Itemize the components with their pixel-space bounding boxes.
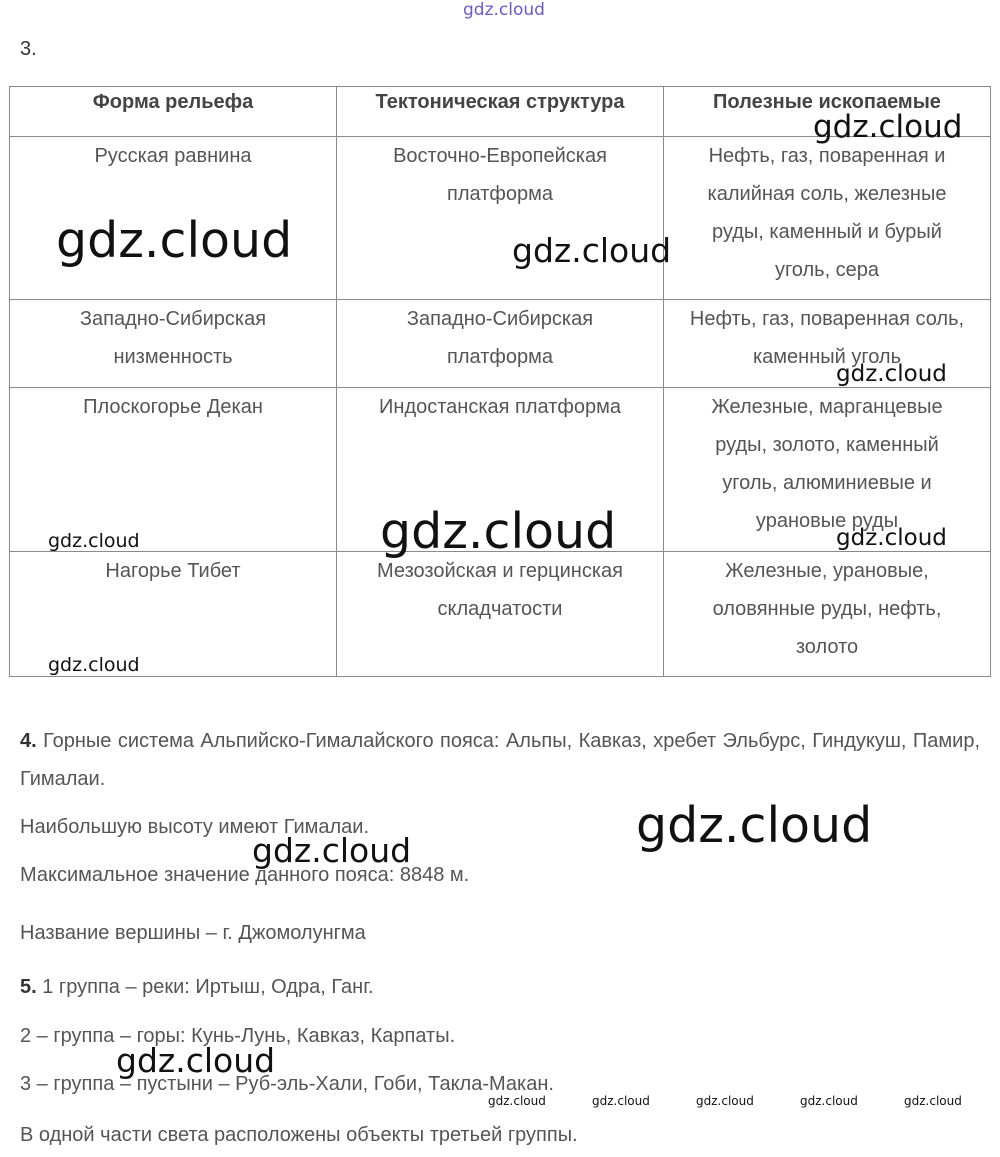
header-relief: Форма рельефа [10, 87, 337, 137]
watermark: gdz.cloud [488, 1094, 546, 1108]
task-4-text-1: Горные система Альпийско-Гималайского пояса: Альпы, Кавказ, хребет Эльбурс, Гиндукуш, Памир, Гималаи. [20, 730, 980, 790]
cell-relief: Плоскогорье Декан [10, 388, 337, 552]
cell-minerals: Нефть, газ, поваренная и калийная соль, железные руды, каменный и бурый уголь, сера [664, 137, 991, 300]
task-4-line-4: Название вершины – г. Джомолунгма [20, 922, 366, 944]
cell-relief: Западно-Сибирская низменность [10, 300, 337, 388]
watermark: gdz.cloud [592, 1094, 650, 1108]
watermark: gdz.cloud [48, 654, 140, 676]
task-3-number: 3. [20, 38, 37, 60]
task-4-line-1 [20, 722, 980, 798]
cell-structure: Индостанская платформа [337, 388, 664, 552]
watermark: gdz.cloud [380, 503, 617, 560]
task-5-line-4: В одной части света расположены объекты третьей группы. [20, 1124, 578, 1146]
cell-structure: Мезозойская и герцинская складчатости [337, 552, 664, 677]
watermark: gdz.cloud [836, 361, 947, 387]
task-4-line-2: Наибольшую высоту имеют Гималаи. [20, 816, 370, 838]
watermark-top: gdz.cloud [463, 0, 545, 20]
task-5-line-2: 2 – группа – горы: Кунь-Лунь, Кавказ, Карпаты. [20, 1025, 456, 1047]
task-5-line-1 [20, 968, 980, 1006]
cell-minerals: Железные, марганцевые руды, золото, каменный уголь, алюминиевые и урановые руды [664, 388, 991, 552]
cell-minerals: Нефть, газ, поваренная соль, каменный уголь [664, 300, 991, 388]
cell-structure: Западно-Сибирская платформа [337, 300, 664, 388]
watermark: gdz.cloud [252, 831, 412, 870]
watermark: gdz.cloud [813, 109, 963, 145]
watermark: gdz.cloud [512, 231, 672, 270]
watermark: gdz.cloud [636, 797, 873, 854]
watermark: gdz.cloud [48, 530, 140, 552]
task-5-text-1: 1 группа – реки: Иртыш, Одра, Ганг. [42, 976, 374, 998]
watermark: gdz.cloud [116, 1041, 276, 1080]
watermark: gdz.cloud [836, 525, 947, 551]
task-5-line-3: 3 – группа – пустыни – Руб-эль-Хали, Гоби, Такла-Макан. [20, 1073, 554, 1095]
cell-structure: Восточно-Европейская платформа [337, 137, 664, 300]
cell-relief: Русская равнина [10, 137, 337, 300]
cell-minerals: Железные, урановые, оловянные руды, нефть, золото [664, 552, 991, 677]
task-5-number: 5. [20, 976, 37, 998]
task-4-line-3: Максимальное значение данного пояса: 8848 м. [20, 864, 470, 886]
task-4-number: 4. [20, 730, 37, 752]
watermark: gdz.cloud [800, 1094, 858, 1108]
table-row [10, 552, 991, 677]
header-minerals: Полезные ископаемые [664, 87, 991, 137]
cell-relief: Нагорье Тибет [10, 552, 337, 677]
watermark: gdz.cloud [904, 1094, 962, 1108]
watermark: gdz.cloud [696, 1094, 754, 1108]
header-structure: Тектоническая структура [337, 87, 664, 137]
watermark: gdz.cloud [56, 212, 293, 269]
